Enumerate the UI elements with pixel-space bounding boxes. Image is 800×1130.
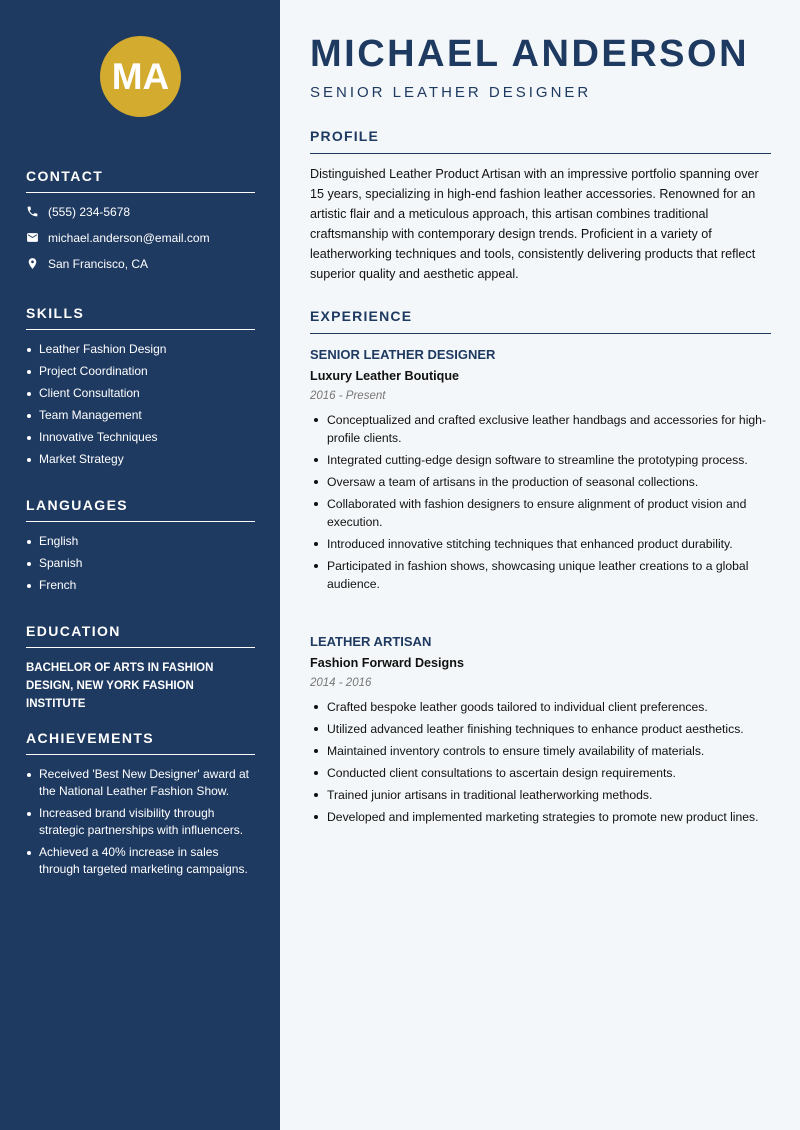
list-item: Spanish: [26, 555, 255, 572]
list-item: Achieved a 40% increase in sales through targeted marketing campaigns.: [26, 844, 255, 878]
job-company: Luxury Leather Boutique: [310, 369, 460, 383]
list-item: Market Strategy: [26, 451, 255, 468]
job-role: SENIOR LEATHER DESIGNER: [310, 347, 496, 362]
education-heading: EDUCATION: [26, 623, 255, 648]
list-item: Client Consultation: [26, 385, 255, 402]
list-item: Participated in fashion shows, showcasing unique leather creations to a global audience.: [310, 557, 771, 593]
achievements-heading: ACHIEVEMENTS: [26, 730, 255, 755]
education-section: [26, 623, 255, 713]
achievements-section: [26, 730, 255, 883]
job-company: Fashion Forward Designs: [310, 656, 464, 670]
candidate-title: SENIOR LEATHER DESIGNER: [310, 84, 592, 101]
list-item: English: [26, 533, 255, 550]
email-icon: [26, 231, 39, 244]
list-item: Oversaw a team of artisans in the production of seasonal collections.: [310, 473, 771, 491]
sidebar: [0, 0, 280, 1130]
education-degree: BACHELOR OF ARTS IN FASHION DESIGN, NEW YORK FASHION INSTITUTE: [26, 662, 214, 710]
list-item: Introduced innovative stitching techniques that enhanced product durability.: [310, 535, 771, 553]
list-item: Conducted client consultations to ascertain design requirements.: [310, 764, 771, 782]
location-pin-icon: [26, 257, 39, 270]
contact-section: [26, 168, 255, 271]
experience-heading: EXPERIENCE: [310, 308, 771, 334]
phone-icon: [26, 205, 39, 218]
list-item: Utilized advanced leather finishing techniques to enhance product aesthetics.: [310, 720, 771, 738]
job-entry: [310, 347, 771, 597]
languages-list: [26, 533, 255, 594]
list-item: Increased brand visibility through strategic partnerships with influencers.: [26, 805, 255, 839]
contact-email: [26, 230, 255, 245]
languages-heading: LANGUAGES: [26, 497, 255, 522]
job-role: LEATHER ARTISAN: [310, 634, 432, 649]
email-text[interactable]: michael.anderson@email.com: [48, 230, 210, 245]
contact-location: [26, 256, 255, 271]
skills-list: [26, 341, 255, 468]
list-item: Developed and implemented marketing strategies to promote new product lines.: [310, 808, 771, 826]
job-bullets: [310, 411, 771, 593]
skills-section: [26, 305, 255, 473]
contact-heading: CONTACT: [26, 168, 255, 193]
location-text: San Francisco, CA: [48, 256, 149, 271]
list-item: Maintained inventory controls to ensure timely availability of materials.: [310, 742, 771, 760]
list-item: Trained junior artisans in traditional leatherworking methods.: [310, 786, 771, 804]
list-item: Project Coordination: [26, 363, 255, 380]
list-item: Integrated cutting-edge design software to streamline the prototyping process.: [310, 451, 771, 469]
avatar: [100, 36, 181, 117]
achievements-list: [26, 766, 255, 878]
profile-heading: PROFILE: [310, 128, 771, 154]
list-item: French: [26, 577, 255, 594]
candidate-name: MICHAEL ANDERSON: [310, 33, 750, 75]
list-item: Received 'Best New Designer' award at the National Leather Fashion Show.: [26, 766, 255, 800]
languages-section: [26, 497, 255, 599]
job-entry: [310, 634, 771, 830]
phone-text[interactable]: (555) 234-5678: [48, 204, 131, 219]
contact-phone: [26, 204, 255, 219]
avatar-initials: MA: [111, 55, 170, 97]
list-item: Leather Fashion Design: [26, 341, 255, 358]
job-dates: 2014 - 2016: [310, 677, 372, 689]
list-item: Crafted bespoke leather goods tailored to individual client preferences.: [310, 698, 771, 716]
profile-summary: Distinguished Leather Product Artisan with an impressive portfolio spanning over 15 years, specializing in high-end fashion leather accessories. Renowned for an artistic flair and a meticulous approach, this artisan combines traditional craftsmanship with contemporary design trends. Proficient in a variety of leatherworking techniques and tools, consistently delivering products that reflect superior quality and aesthetic appeal.: [310, 167, 759, 281]
list-item: Innovative Techniques: [26, 429, 255, 446]
list-item: Collaborated with fashion designers to ensure alignment of product vision and execution.: [310, 495, 771, 531]
skills-heading: SKILLS: [26, 305, 255, 330]
job-bullets: [310, 698, 771, 826]
job-dates: 2016 - Present: [310, 390, 386, 402]
list-item: Conceptualized and crafted exclusive leather handbags and accessories for high-profile clients.: [310, 411, 771, 447]
list-item: Team Management: [26, 407, 255, 424]
